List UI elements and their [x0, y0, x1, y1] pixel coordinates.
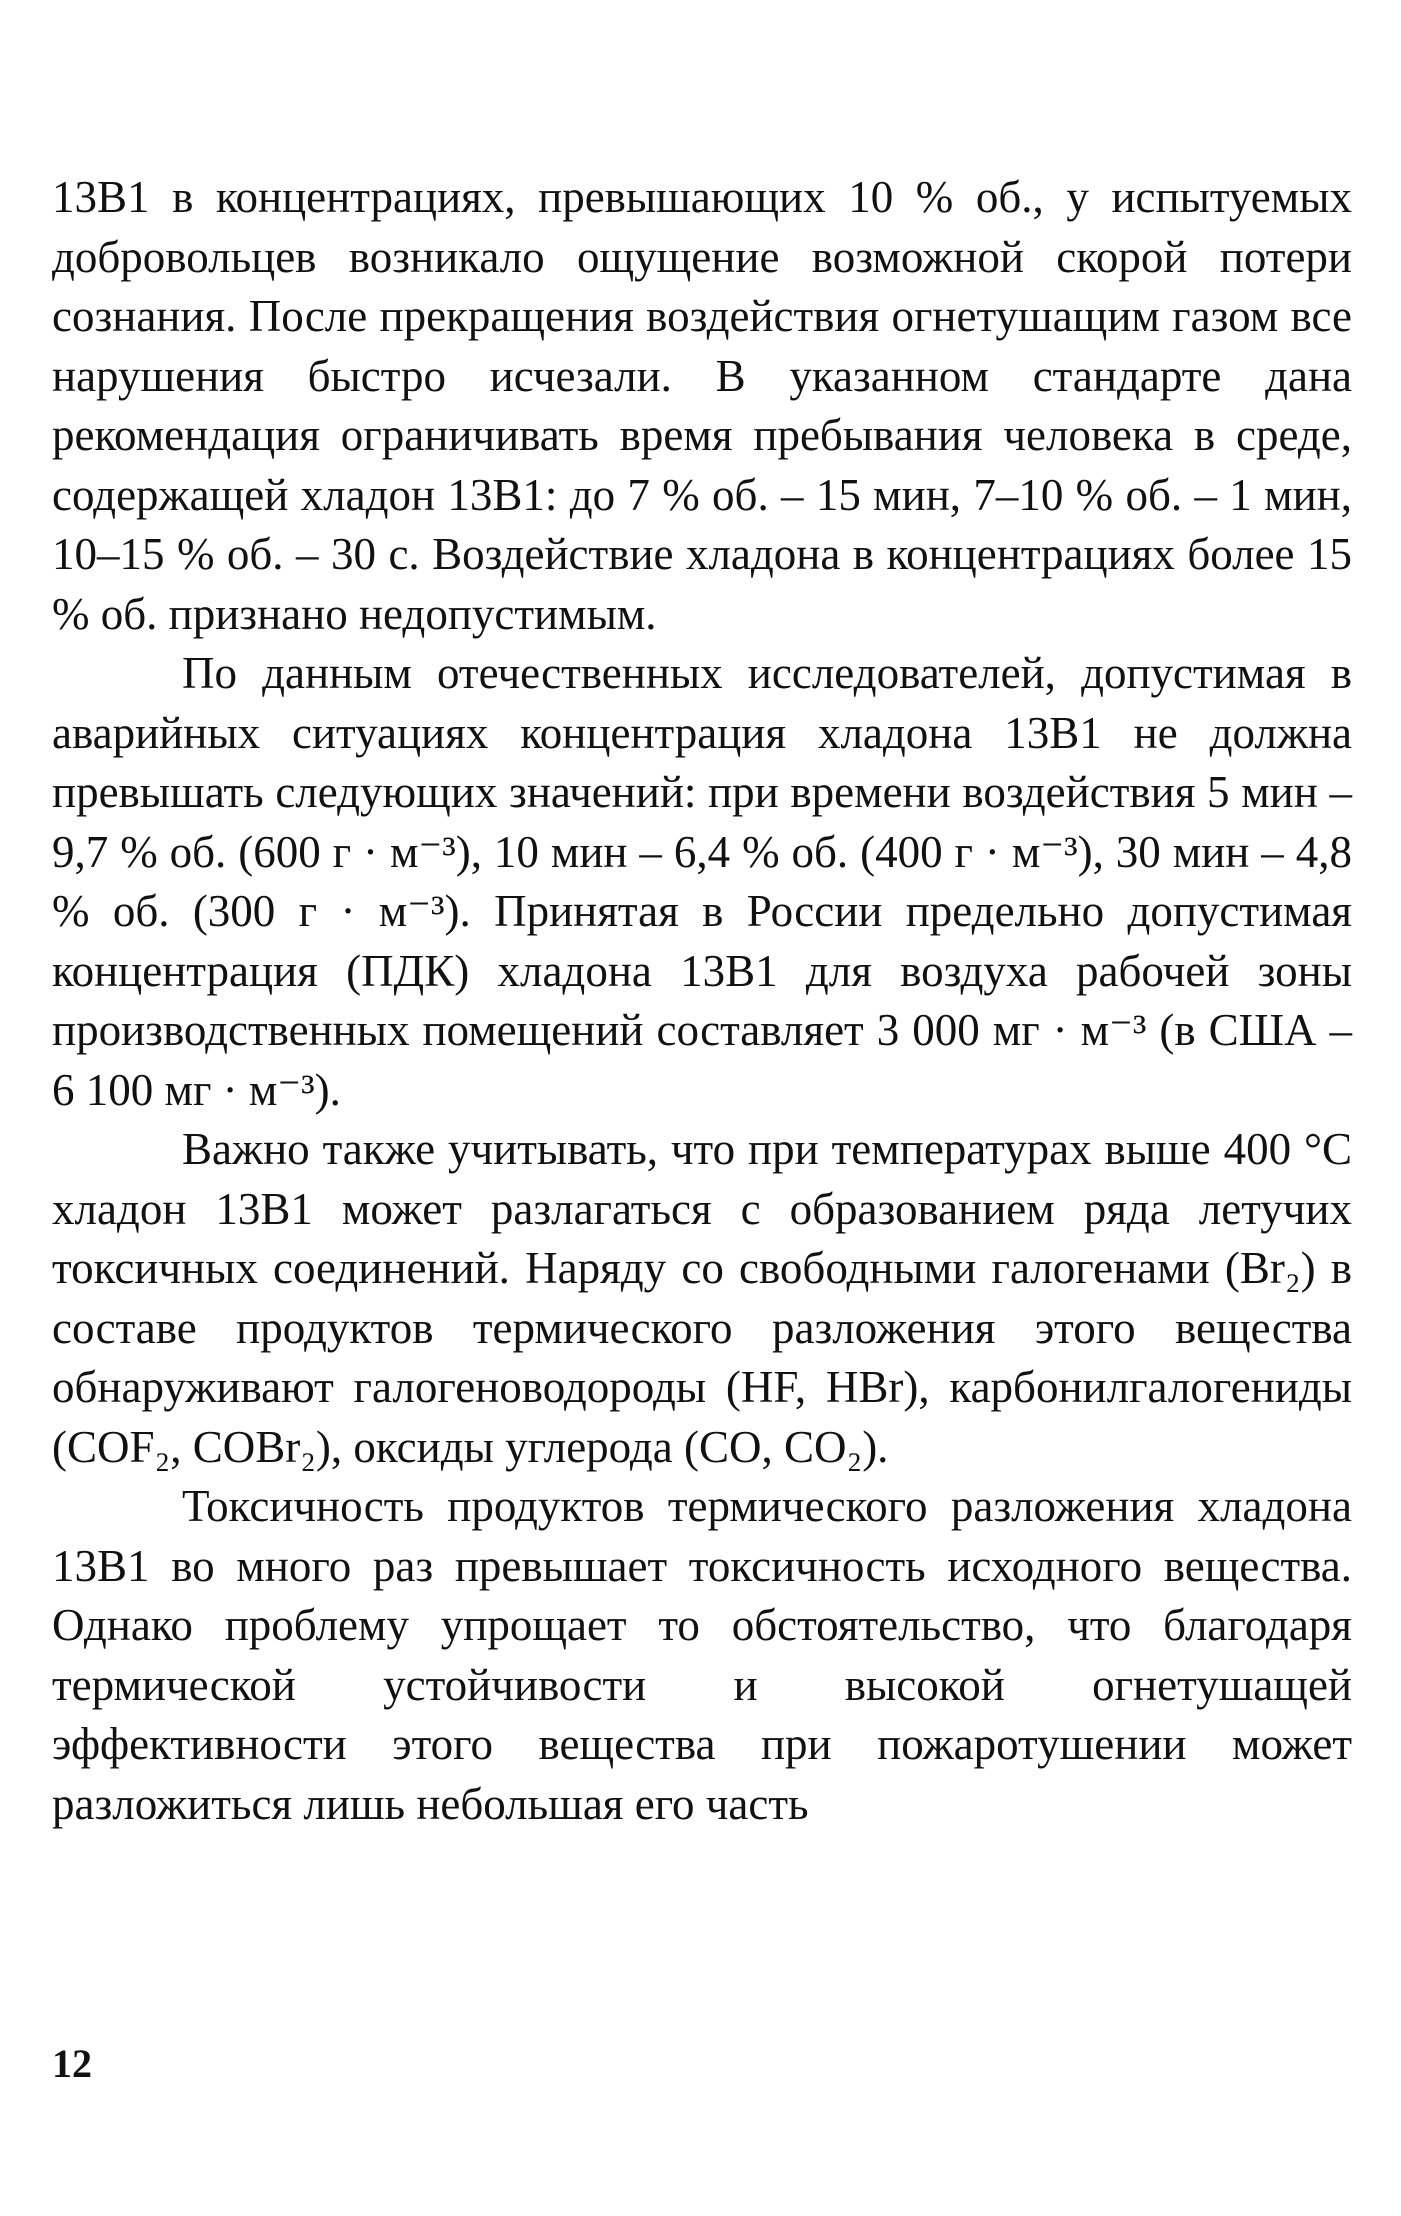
- paragraph-2: По данным отечественных исследователей, допустимая в аварийных ситуациях концентрация хладона 13B1 не должна превышать следующих значений: при времени воздействия 5 мин – 9,7 % об. (600 г · м⁻³), 10 мин – 6,4 % об. (400 г · м⁻³), 30 мин – 4,8 % об. (300 г · м⁻³). Принятая в России предельно допустимая концентрация (ПДК) хладона 13B1 для воздуха рабочей зоны производственных помещений составляет 3 000 мг · м⁻³ (в США – 6 100 мг · м⁻³).: [52, 648, 1352, 1115]
- paragraph-4: Токсичность продуктов термического разложения хладона 13B1 во много раз превышает токсичность исходного вещества. Однако проблему упрощает то обстоятельство, что благодаря термической устойчивости и высокой огнетушащей эффективности этого вещества при пожаротушении может разложиться лишь небольшая его часть: [52, 1481, 1352, 1829]
- paragraph-1: 13B1 в концентрациях, превышающих 10 % об., у испытуемых добровольцев возникало ощущение возможной скорой потери сознания. После прекращения воздействия огнетушащим газом все нарушения быстро исчезали. В указанном стандарте дана рекомендация ограничивать время пребывания человека в среде, содержащей хладон 13B1: до 7 % об. – 15 мин, 7–10 % об. – 1 мин, 10–15 % об. – 30 с. Воздействие хладона в концентрациях более 15 % об. признано недопустимым.: [52, 172, 1352, 639]
- page-number: 12: [52, 2041, 92, 2086]
- page-body: [52, 168, 1352, 1834]
- paragraph-3: Важно также учитывать, что при температурах выше 400 °C хладон 13B1 может разлагаться с образованием ряда летучих токсичных соединений. Наряду со свободными галогенами (Br₂) в составе продуктов термического разложения этого вещества обнаруживают галогеноводороды (HF, HBr), карбонилгалогениды (COF₂, COBr₂), оксиды углерода (CO, CO₂).: [52, 1124, 1352, 1472]
